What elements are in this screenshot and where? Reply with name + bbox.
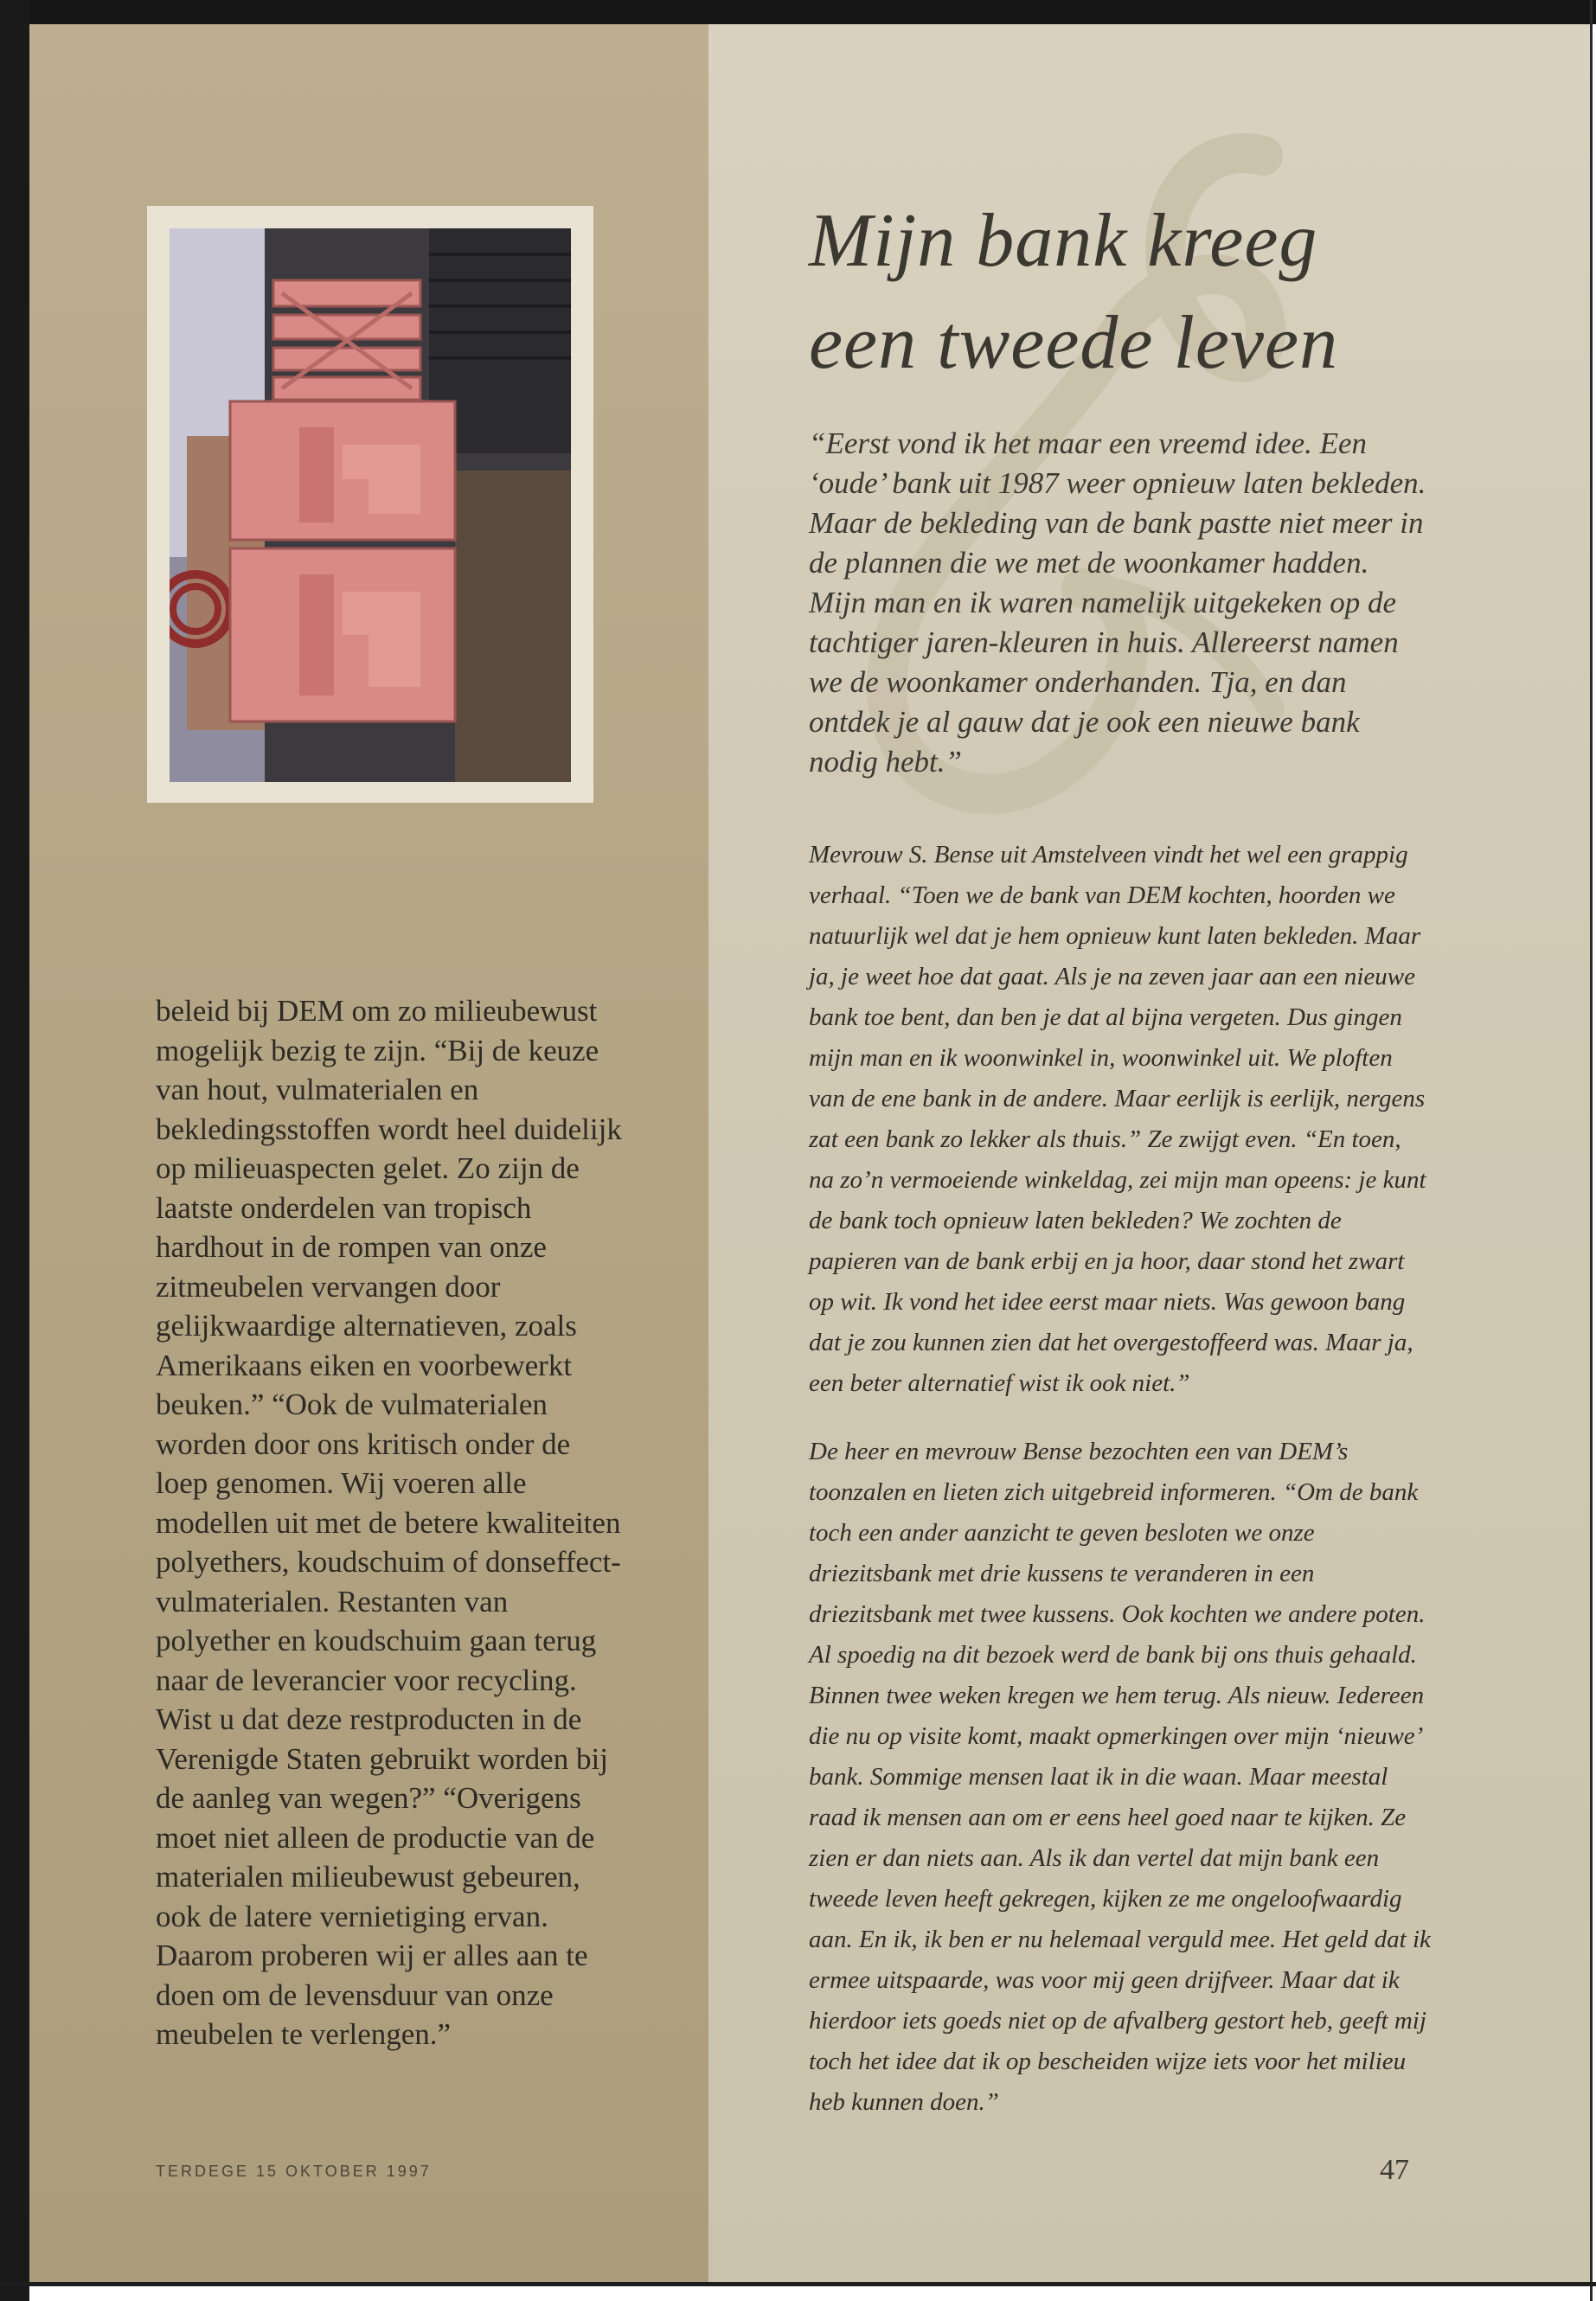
intro-quote: “Eerst vond ik het maar een vreemd idee. Een ‘oude’ bank uit 1987 weer opnieuw laten bekleden. Maar de bekleding van de bank pastte niet meer in de plannen die we met de woonkamer hadden. Mijn man en ik waren namelijk uitgekeken op de tachtiger jaren-kleuren in huis. Allereerst namen we de woonkamer onderhanden. Tja, en dan ontdek je al gauw dat je ook een nieuwe bank nodig hebt.” (809, 426, 1426, 779)
scan-edge-top (0, 0, 1596, 24)
body-paragraph-2: De heer en mevrouw Bense bezochten een van DEM’s toonzalen en lieten zich uitgebreid informeren. “Om de bank toch een ander aanzicht te geven besloten we onze driezitsbank met drie kussens te veranderen in een driezitsbank met twee kussens. Ook kochten we andere poten. Al spoedig na dit bezoek werd de bank bij ons thuis gehaald. Binnen twee weken kregen we hem terug. Als nieuw. Iedereen die nu op visite komt, maakt opmerkingen over mijn ‘nieuwe’ bank. Sommige mensen laat ik in die waan. Maar meestal raad ik mensen aan om er eens heel goed naar te kijken. Ze zien er dan niets aan. Als ik dan vertel dat mijn bank een tweede leven heeft gekregen, kijken ze me ongeloofwaardig aan. En ik, ik ben er nu helemaal verguld mee. Het geld dat ik ermee uitspaarde, was voor mij geen drijfveer. Maar dat ik hierdoor iets goeds niet op de afvalberg gestort heb, geeft mij toch het idee dat ik op bescheiden wijze iets voor het milieu heb kunnen doen.” (809, 1438, 1431, 2116)
sofa-frames-photo (170, 228, 571, 782)
scan-edge-bottom (0, 2282, 1596, 2286)
left-column-text: beleid bij DEM om zo milieubewust mogelijk bezig te zijn. “Bij de keuze van hout, vulmaterialen en bekledingsstoffen wordt heel duidelijk op milieuaspecten gelet. Zo zijn de laatste onderdelen van tropisch hardhout in de rompen van onze zitmeubelen vervangen door gelijkwaardige alternatieven, zoals Amerikaans eiken en voorbewerkt beuken.” “Ook de vulmaterialen worden door ons kritisch onder de loep genomen. Wij voeren alle modellen uit met de betere kwaliteiten polyethers, koudschuim of donseffect-vulmaterialen. Restanten van polyether en koudschuim gaan terug naar de leverancier voor recycling. Wist u dat deze restproducten in de Verenigde Staten gebruikt worden bij de aanleg van wegen?” “Overigens moet niet alleen de productie van de materialen milieubewust gebeuren, ook de latere vernietiging ervan. Daarom proberen wij er alles aan te doen om de levensduur van onze meubelen te verlengen.” (156, 994, 622, 2051)
article-headline (809, 190, 1338, 394)
headline-line-2: een tweede leven (809, 301, 1339, 385)
headline-line-1: Mijn bank kreeg (809, 199, 1318, 283)
publication-footer: TERDEGE 15 OKTOBER 1997 (156, 2163, 432, 2180)
body-paragraph-1: Mevrouw S. Bense uit Amstelveen vindt het wel een grappig verhaal. “Toen we de bank van DEM kochten, hoorden we natuurlijk wel dat je hem opnieuw kunt laten bekleden. Maar ja, je weet hoe dat gaat. Als je na zeven jaar aan een nieuwe bank toe bent, dan ben je dat al bijna vergeten. Dus gingen mijn man en ik woonwinkel in, woonwinkel uit. We ploften van de ene bank in de andere. Maar eerlijk is eerlijk, nergens zat een bank zo lekker als thuis.” Ze zwijgt even. “En toen, na zo’n vermoeiende winkeldag, zei mijn man opeens: je kunt de bank toch opnieuw laten bekleden? We zochten de papieren van de bank erbij en ja hoor, daar stond het zwart op wit. Ik vond het idee eerst maar niets. Was gewoon bang dat je zou kunnen zien dat het overgestoffeerd was. Maar ja, een beter alternatief wist ik ook niet.” (809, 841, 1426, 1397)
scan-edge-left (0, 0, 29, 2301)
scan-edge-right (1590, 0, 1593, 2301)
page-number: 47 (1380, 2154, 1409, 2186)
